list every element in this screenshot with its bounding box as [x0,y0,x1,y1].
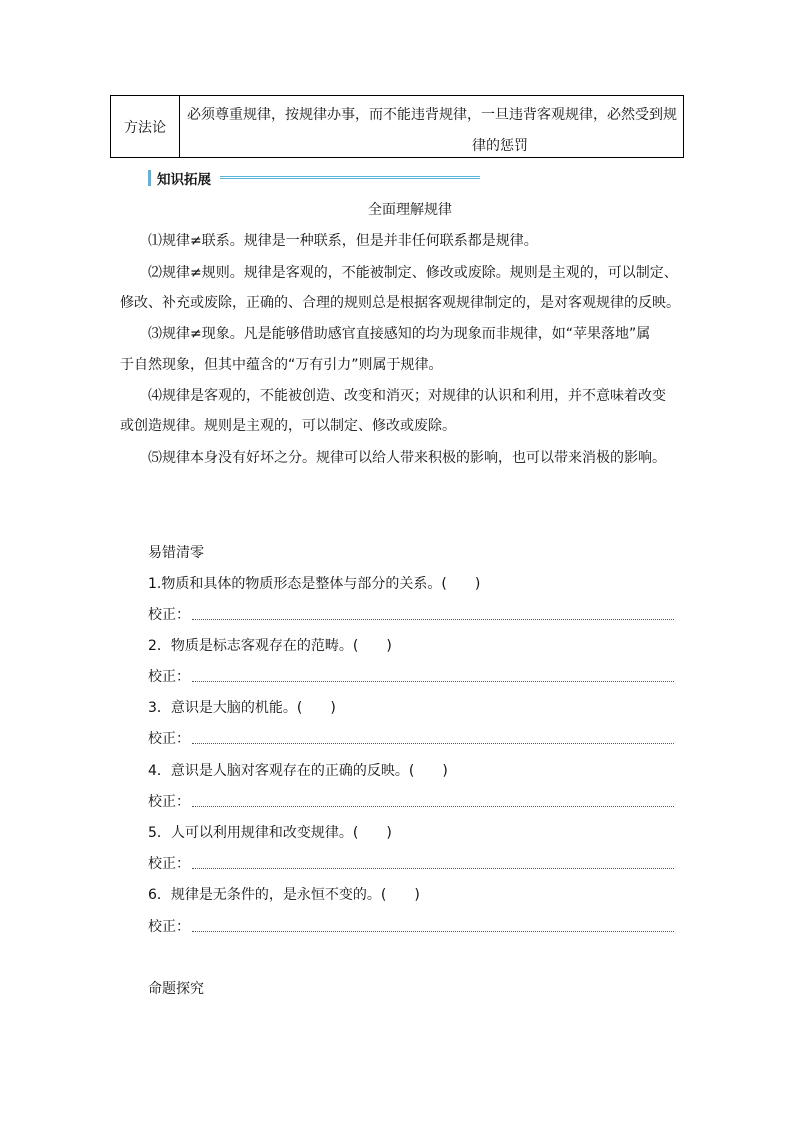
correction-answer-line[interactable] [192,868,674,869]
table-label-cell [111,96,180,157]
error-item: 6．规律是无条件的，是永恒不变的。( ) [148,887,420,903]
correction-label: 校正： [148,794,190,810]
section-label: 知识拓展 [157,172,211,188]
correction-answer-line[interactable] [192,931,674,932]
correction-answer-line[interactable] [192,619,674,620]
error-item: 2．物质是标志客观存在的范畴。( ) [148,638,392,654]
paragraph-line: ⑴规律≠联系。规律是一种联系，但是并非任何联系都是规律。 [148,233,538,249]
section-title: 全面理解规律 [368,202,452,218]
paragraph-line: 修改、补充或废除，正确的、合理的规则总是根据客观规律制定的，是对客观规律的反映。 [120,295,680,311]
paragraph-line: ⑵规律≠规则。规律是客观的，不能被制定、修改或废除。规则是主观的，可以制定、 [148,265,678,281]
error-item: 5．人可以利用规律和改变规律。( ) [148,825,392,841]
table-content-cell [180,96,683,157]
error-section-heading: 易错清零 [148,545,204,561]
correction-label: 校正： [148,607,190,623]
correction-answer-line[interactable] [192,681,674,682]
correction-label: 校正： [148,669,190,685]
explore-section-heading: 命题探究 [148,981,204,997]
paragraph-line: ⑶规律≠现象。凡是能够借助感官直接感知的均为现象而非规律，如“苹果落地”属 [148,326,651,342]
paragraph-line: 于自然现象，但其中蕴含的“万有引力”则属于规律。 [120,357,443,373]
correction-label: 校正： [148,856,190,872]
error-item: 3．意识是大脑的机能。( ) [148,700,336,716]
correction-answer-line[interactable] [192,806,674,807]
method-table [110,95,684,158]
section-header-knowledge-expansion [148,169,211,187]
correction-label: 校正： [148,731,190,747]
header-accent-bar [148,170,151,186]
header-rule-line [220,176,480,179]
paragraph-line: 或创造规律。规则是主观的，可以制定、修改或废除。 [120,418,456,434]
error-item: 1.物质和具体的物质形态是整体与部分的关系。( ) [148,576,481,592]
paragraph-line: ⑷规律是客观的，不能被创造、改变和消灭；对规律的认识和利用，并不意味着改变 [148,388,666,404]
correction-label: 校正： [148,919,190,935]
table-label: 方法论 [124,119,166,136]
paragraph-line: ⑸规律本身没有好坏之分。规律可以给人带来积极的影响，也可以带来消极的影响。 [148,450,666,466]
correction-answer-line[interactable] [192,743,674,744]
table-content-line-1: 必须尊重规律，按规律办事，而不能违背规律，一旦违背客观规律，必然受到规 [187,107,677,123]
error-item: 4．意识是人脑对客观存在的正确的反映。( ) [148,763,448,779]
table-content-line-2: 律的惩罚 [472,138,528,154]
